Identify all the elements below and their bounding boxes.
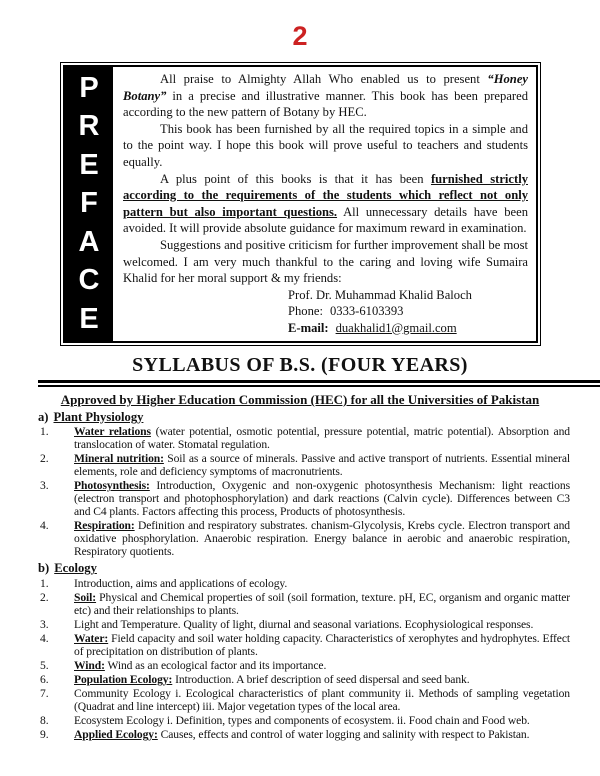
section-label: a) <box>38 409 49 424</box>
section-a-list <box>40 425 570 558</box>
contact-name: Prof. Dr. Muhammad Khalid Baloch <box>288 287 472 302</box>
list-item <box>40 714 570 727</box>
list-item <box>40 659 570 672</box>
item-body: Introduction, aims and applications of ecology. <box>74 576 288 590</box>
banner-letter: A <box>78 225 100 258</box>
item-lead: Water: <box>74 631 109 645</box>
phone-label: Phone: <box>288 304 323 319</box>
list-item <box>40 452 570 478</box>
list-item <box>40 591 570 617</box>
list-item-text <box>74 687 570 713</box>
paragraph-text: in a precise and illustrative manner. This book has been prepared according to the new pattern of Botany by HEC. <box>123 88 528 120</box>
list-item-number: 5. <box>40 658 49 672</box>
section-name: Ecology <box>54 561 97 576</box>
list-item-text <box>74 659 570 672</box>
list-item-text <box>74 714 570 727</box>
item-body: Light and Temperature. Quality of light, diurnal and seasonal variations. Ecophysiological responses. <box>74 617 534 631</box>
syllabus-title: SYLLABUS OF B.S. (FOUR YEARS) <box>132 353 468 376</box>
item-lead: Respiration: <box>74 519 135 533</box>
list-item-text <box>74 591 570 617</box>
item-body: Introduction, Oxygenic and non-oxygenic photosynthesis Mechanism: light reactions (electron transport and photophosphorylation) and dark reactions (Calvin cycle). Differences between C3 and C4 plants. Factors affecting this process, Products of photosynthesis. <box>74 479 570 519</box>
list-item-number: 3. <box>40 617 49 631</box>
section-heading-b <box>38 561 570 576</box>
approved-line: Approved by Higher Education Commission (HEC) for all the Universities of Pakistan <box>60 391 540 407</box>
list-item <box>40 519 570 558</box>
book-title-emphasis: “Honey Botany” <box>123 72 528 103</box>
list-item <box>40 632 570 658</box>
list-item-number: 1. <box>40 576 49 590</box>
email-link[interactable]: duakhalid1@gmail.com <box>335 320 457 335</box>
item-body: Physical and Chemical properties of soil (soil formation, texture. pH, EC, organism and organic matter etc) and their relationships to plants. <box>74 590 570 617</box>
email-label: E-mail: <box>288 320 329 335</box>
item-lead: Mineral nutrition: <box>74 452 164 466</box>
list-item <box>40 687 570 713</box>
section-heading-a <box>38 410 570 425</box>
paragraph-text: All unnecessary details have been avoided. It will provide absolute guidance for maximum reward in examination. <box>123 204 528 236</box>
list-item-text <box>74 618 570 631</box>
list-item-text <box>74 577 570 590</box>
phone-value: 0333-6103393 <box>329 304 404 319</box>
list-item-number: 3. <box>40 479 49 493</box>
list-item-text <box>74 425 570 451</box>
contact-phone <box>288 303 528 319</box>
list-item-text <box>74 632 570 658</box>
list-item <box>40 728 570 741</box>
section-name: Plant Physiology <box>53 409 144 424</box>
list-item-number: 9. <box>40 727 49 741</box>
banner-letter: E <box>79 148 99 181</box>
item-body: Wind as an ecological factor and its importance. <box>104 658 327 672</box>
contact-email <box>288 320 528 336</box>
list-item-number: 1. <box>40 425 49 439</box>
item-body: Introduction. A brief description of seed dispersal and seed bank. <box>172 672 470 686</box>
preface-paragraph-2: This book has been furnished by all the required topics in a simple and to the point way. I hope this book will prove useful to teachers and students equally. <box>123 121 528 169</box>
list-item-number: 6. <box>40 672 49 686</box>
underlined-emphasis: furnished strictly according to the requirements of the students which reflect not only pattern but also important questions. <box>123 171 528 219</box>
list-item-text <box>74 452 570 478</box>
item-lead: Applied Ecology: <box>74 727 158 741</box>
banner-letter: F <box>80 187 98 220</box>
banner-letter: P <box>79 72 99 104</box>
banner-letter: E <box>79 302 99 335</box>
section-b-list <box>40 577 570 741</box>
item-lead: Soil: <box>74 590 97 604</box>
item-lead: Wind: <box>74 658 105 672</box>
item-body: (water potential, osmotic potential, pressure potential, matric potential). Absorption and translocation of water. Stomatal regulation. <box>74 425 570 452</box>
paragraph-text: A plus point of this books is that it has been <box>160 171 431 186</box>
item-lead: Population Ecology: <box>74 672 173 686</box>
list-item <box>40 618 570 631</box>
preface-box-inner <box>63 65 538 343</box>
item-body: Community Ecology i. Ecological characteristics of plant community ii. Methods of sampling vegetation (Quadrat and line intercept) iii. Major vegetation types of the local area. <box>74 686 570 713</box>
list-item <box>40 479 570 518</box>
item-body: Ecosystem Ecology i. Definition, types and components of ecosystem. ii. Food chain and Food web. <box>74 713 530 727</box>
preface-vertical-banner <box>65 67 113 341</box>
item-lead: Photosynthesis: <box>74 479 150 493</box>
preface-paragraph-1 <box>123 71 528 121</box>
preface-box <box>60 62 541 346</box>
list-item-text <box>74 673 570 686</box>
list-item-text <box>74 479 570 518</box>
item-body: Field capacity and soil water holding capacity. Characteristics of xerophytes and hydrophytes. Effect of precipitation on distribution of plants. <box>74 631 570 658</box>
item-body: Causes, effects and control of water logging and salinity with respect to Pakistan. <box>157 727 530 741</box>
section-label: b) <box>38 561 50 576</box>
list-item <box>40 425 570 451</box>
preface-paragraph-4: Suggestions and positive criticism for further improvement shall be most welcomed. I am very much thankful to the caring and loving wife Sumaira Khalid for her moral support & my friends: <box>123 237 528 286</box>
item-body: Definition and respiratory substrates. chanism-Glycolysis, Krebs cycle. Electron transport and oxidative phosphorylation. Anaerobic respiration. Energy balance in aerobic and anaerobic respiration, Respiratory quotients. <box>74 519 570 559</box>
list-item-number: 8. <box>40 713 49 727</box>
page-number: 2 <box>292 21 308 51</box>
item-lead: Water relations <box>74 425 151 439</box>
list-item-number: 4. <box>40 519 49 533</box>
preface-text <box>113 67 536 341</box>
list-item-number: 2. <box>40 452 49 466</box>
item-body: Soil as a source of minerals. Passive and active transport of nutrients. Essential mineral elements, role and deficiency symptoms of macronutrients. <box>74 452 570 479</box>
preface-paragraph-3 <box>123 171 528 237</box>
list-item <box>40 577 570 590</box>
banner-letter: R <box>78 110 100 143</box>
paragraph-text: All praise to Almighty Allah Who enabled us to present <box>160 72 488 86</box>
list-item-number: 2. <box>40 590 49 604</box>
list-item-number: 7. <box>40 686 49 700</box>
banner-letter: C <box>78 264 100 297</box>
list-item-text <box>74 728 570 741</box>
list-item-number: 4. <box>40 631 49 645</box>
horizontal-rule <box>38 380 600 387</box>
contact-block <box>288 287 528 336</box>
list-item-text <box>74 519 570 558</box>
list-item <box>40 673 570 686</box>
